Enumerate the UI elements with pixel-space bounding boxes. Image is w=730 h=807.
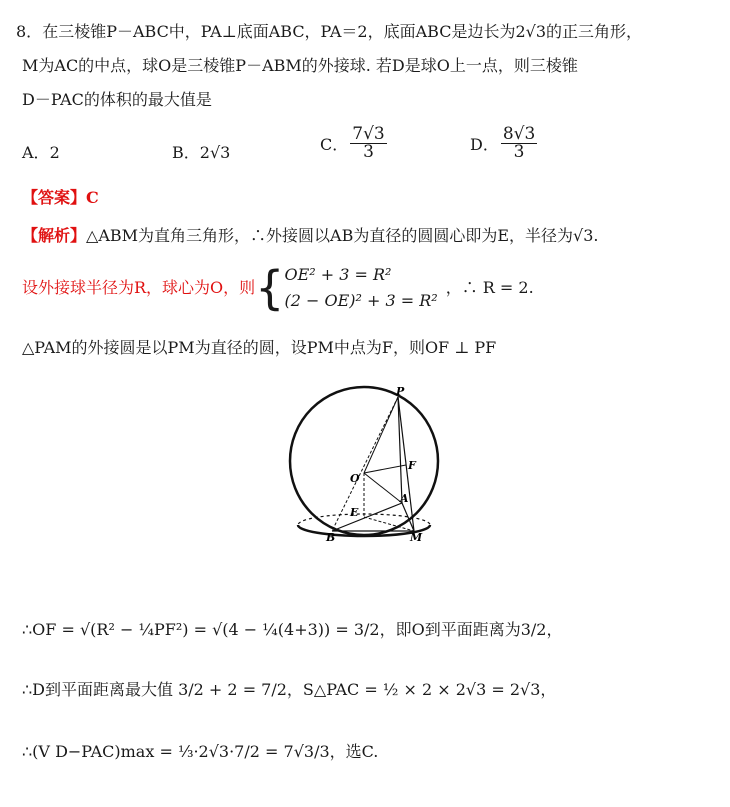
option-b — [172, 140, 230, 163]
system-eq-1: OE² + 3 = R² — [284, 265, 392, 284]
answer-value: C — [86, 188, 99, 207]
segment-em — [364, 517, 414, 531]
option-c-numerator: 7√3 — [352, 124, 385, 144]
question-line-2: M为AC的中点，球O是三棱锥P－ABM的外接球. 若D是球O上一点，则三棱锥 — [22, 56, 578, 75]
question-line-1 — [16, 22, 642, 42]
sphere-figure — [280, 385, 450, 545]
option-a-value: 2 — [49, 143, 60, 162]
option-a — [22, 140, 60, 163]
analysis-line-4: ∴OF = √(R² − ¼PF²) = √(4 − ¼(4+3)) = 3/2，即O到平面距离为3/2， — [22, 620, 563, 639]
option-d-letter: D． — [470, 135, 499, 154]
analysis-text-2b: ，∴ R = 2. — [445, 278, 534, 297]
option-b-value: 2√3 — [199, 143, 231, 162]
segment-op — [364, 397, 398, 473]
segment-of — [364, 465, 406, 473]
analysis-line-3: △PAM的外接圆是以PM为直径的圆，设PM中点为F，则OF ⊥ PF — [22, 338, 497, 357]
option-c-fraction — [350, 126, 386, 161]
analysis-label: 【解析】 — [22, 226, 87, 245]
analysis-line-2 — [22, 262, 534, 314]
edge-ab — [332, 503, 402, 531]
edge-pb — [332, 397, 398, 531]
analysis-line-5: ∴D到平面距离最大值 3/2 + 2 = 7/2，S△PAC = ½ × 2 × 2√3 = 2√3， — [22, 680, 557, 699]
label-f: F — [408, 459, 416, 472]
label-o: O — [350, 472, 360, 485]
system-brace: { — [255, 261, 285, 315]
option-a-letter: A． — [22, 143, 50, 162]
option-c-letter: C． — [320, 135, 349, 154]
option-d — [470, 126, 539, 161]
answer-line — [22, 188, 99, 208]
analysis-line-1 — [22, 226, 598, 246]
label-b: B — [326, 531, 336, 544]
system-eq-2: (2 − OE)² + 3 = R² — [284, 291, 438, 310]
segment-oa — [364, 473, 402, 503]
option-d-fraction — [501, 126, 537, 161]
analysis-text-1: △ABM为直角三角形，∴外接圆以AB为直径的圆圆心即为E，半径为√3. — [86, 226, 599, 245]
label-m: M — [410, 531, 423, 544]
label-a: A — [400, 492, 409, 505]
question-text-1: 在三棱锥P－ABC中，PA⊥底面ABC，PA＝2，底面ABC是边长为2√3的正三角形， — [42, 22, 642, 41]
label-e: E — [350, 506, 359, 519]
answer-label: 【答案】 — [22, 188, 87, 207]
option-d-denominator: 3 — [513, 142, 525, 162]
question-number: 8． — [16, 22, 43, 41]
equation-system — [284, 262, 437, 314]
option-c — [320, 126, 389, 161]
option-b-letter: B． — [172, 143, 200, 162]
analysis-text-2a: 设外接球半径为R，球心为O，则 — [22, 278, 256, 297]
label-p: P — [396, 385, 405, 398]
question-line-3: D－PAC的体积的最大值是 — [22, 90, 212, 109]
analysis-line-6: ∴(V D−PAC)max = ⅓·2√3·7/2 = 7√3/3，选C. — [22, 742, 379, 761]
option-d-numerator: 8√3 — [502, 124, 536, 144]
option-c-denominator: 3 — [363, 142, 374, 162]
